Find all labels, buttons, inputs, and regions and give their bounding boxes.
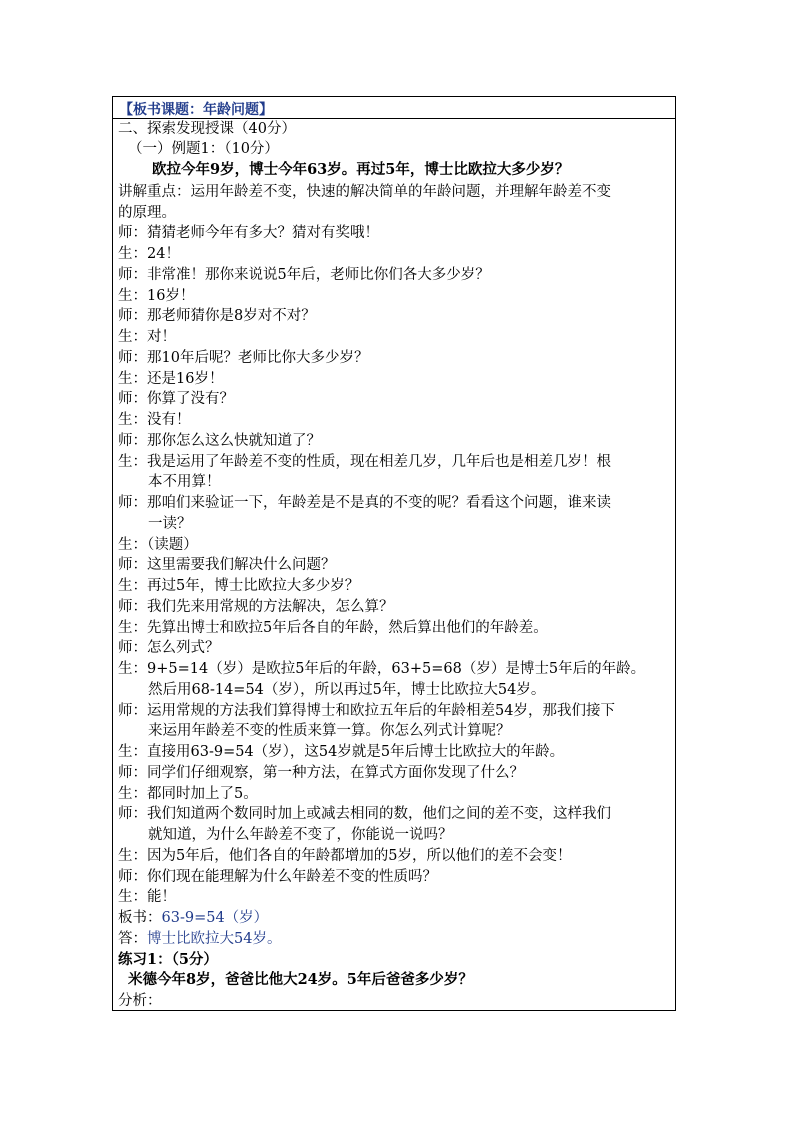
dialogue-line: 师：我们知道两个数同时加上或减去相同的数，他们之间的差不变，这样我们 bbox=[118, 806, 611, 822]
dialogue-line: 生：先算出博士和欧拉5年后各自的年龄，然后算出他们的年龄差。 bbox=[118, 620, 548, 636]
dialogue-line: 生：都同时加上了5。 bbox=[118, 786, 258, 802]
dialogue-line: 师：怎么列式？ bbox=[118, 640, 220, 656]
dialogue-line: 师：你们现在能理解为什么年龄差不变的性质吗？ bbox=[118, 869, 437, 885]
dialogue-line: 师：那咱们来验证一下，年龄差是不是真的不变的呢？看看这个问题，谁来读 bbox=[118, 495, 611, 511]
answer-text: 博士比欧拉大54岁。 bbox=[147, 931, 282, 947]
board-writing bbox=[118, 908, 268, 928]
dialogue-line: 生：对！ bbox=[118, 329, 176, 345]
board-label: 板书： bbox=[118, 910, 162, 926]
key-point-line-1: 讲解重点：运用年龄差不变，快速的解决简单的年龄问题，并理解年龄差不变 bbox=[118, 184, 611, 200]
dialogue-line: 师：那老师猜你是8岁对不对？ bbox=[118, 308, 316, 324]
dialogue-line: 师：同学们仔细观察，第一种方法，在算式方面你发现了什么？ bbox=[118, 765, 524, 781]
dialogue-line: 师：非常准！那你来说说5年后，老师比你们各大多少岁？ bbox=[118, 267, 490, 283]
dialogue-line: 生：没有！ bbox=[118, 412, 191, 428]
section-heading: 二、探索发现授课（40分） bbox=[118, 121, 296, 137]
dialogue-line: 生：（读题） bbox=[118, 537, 198, 553]
dialogue-line: 师：那你怎么这么快就知道了？ bbox=[118, 433, 321, 449]
dialogue-line: 生：能！ bbox=[118, 889, 176, 905]
lesson-title: 【板书课题：年龄问题】 bbox=[119, 102, 273, 118]
dialogue-line: 生：我是运用了年龄差不变的性质，现在相差几岁，几年后也是相差几岁！根 bbox=[118, 454, 611, 470]
dialogue-line: 生：24！ bbox=[118, 246, 180, 262]
dialogue-line: 生：因为5年后，他们各自的年龄都增加的5岁，所以他们的差不会变！ bbox=[118, 848, 572, 864]
key-point-line-2: 的原理。 bbox=[118, 205, 176, 221]
answer-line bbox=[118, 929, 281, 949]
practice-heading: 练习1：（5分） bbox=[118, 951, 218, 968]
dialogue-line-continued: 然后用68-14=54（岁），所以再过5年，博士比欧拉大54岁。 bbox=[148, 682, 546, 698]
analysis-label: 分析： bbox=[118, 993, 162, 1009]
dialogue-line: 师：运用常规的方法我们算得博士和欧拉五年后的年龄相差54岁，那我们接下 bbox=[118, 703, 615, 719]
dialogue-line: 生：再过5年，博士比欧拉大多少岁？ bbox=[118, 578, 360, 594]
dialogue-line: 师：这里需要我们解决什么问题？ bbox=[118, 557, 336, 573]
dialogue-line: 生：9+5=14（岁）是欧拉5年后的年龄，63+5=68（岁）是博士5年后的年龄。 bbox=[118, 661, 646, 677]
dialogue-line-continued: 来运用年龄差不变的性质来算一算。你怎么列式计算呢？ bbox=[148, 723, 511, 739]
title-row bbox=[113, 97, 675, 119]
dialogue-line: 师：猜猜老师今年有多大？猜对有奖哦！ bbox=[118, 225, 379, 241]
dialogue-line: 生：直接用63-9=54（岁），这54岁就是5年后博士比欧拉大的年龄。 bbox=[118, 744, 565, 760]
dialogue-line-continued: 就知道，为什么年龄差不变了，你能说一说吗？ bbox=[148, 827, 453, 843]
dialogue-line: 师：你算了没有？ bbox=[118, 391, 234, 407]
example-problem: 欧拉今年9岁，博士今年63岁。再过5年，博士比欧拉大多少岁？ bbox=[152, 161, 570, 178]
dialogue-line: 师：那10年后呢？老师比你大多少岁？ bbox=[118, 350, 369, 366]
answer-label: 答： bbox=[118, 931, 147, 947]
board-calculation: 63-9=54（岁） bbox=[161, 910, 269, 926]
practice-problem: 米德今年8岁，爸爸比他大24岁。5年后爸爸多少岁？ bbox=[128, 971, 473, 988]
dialogue-line: 生：16岁！ bbox=[118, 288, 195, 304]
dialogue-line-continued: 本不用算！ bbox=[148, 474, 221, 490]
dialogue-line: 师：我们先来用常规的方法解决，怎么算？ bbox=[118, 599, 394, 615]
dialogue-line-continued: 一读？ bbox=[148, 516, 192, 532]
example-heading: （一）例题1：（10分） bbox=[128, 141, 279, 157]
dialogue-line: 生：还是16岁！ bbox=[118, 371, 224, 387]
